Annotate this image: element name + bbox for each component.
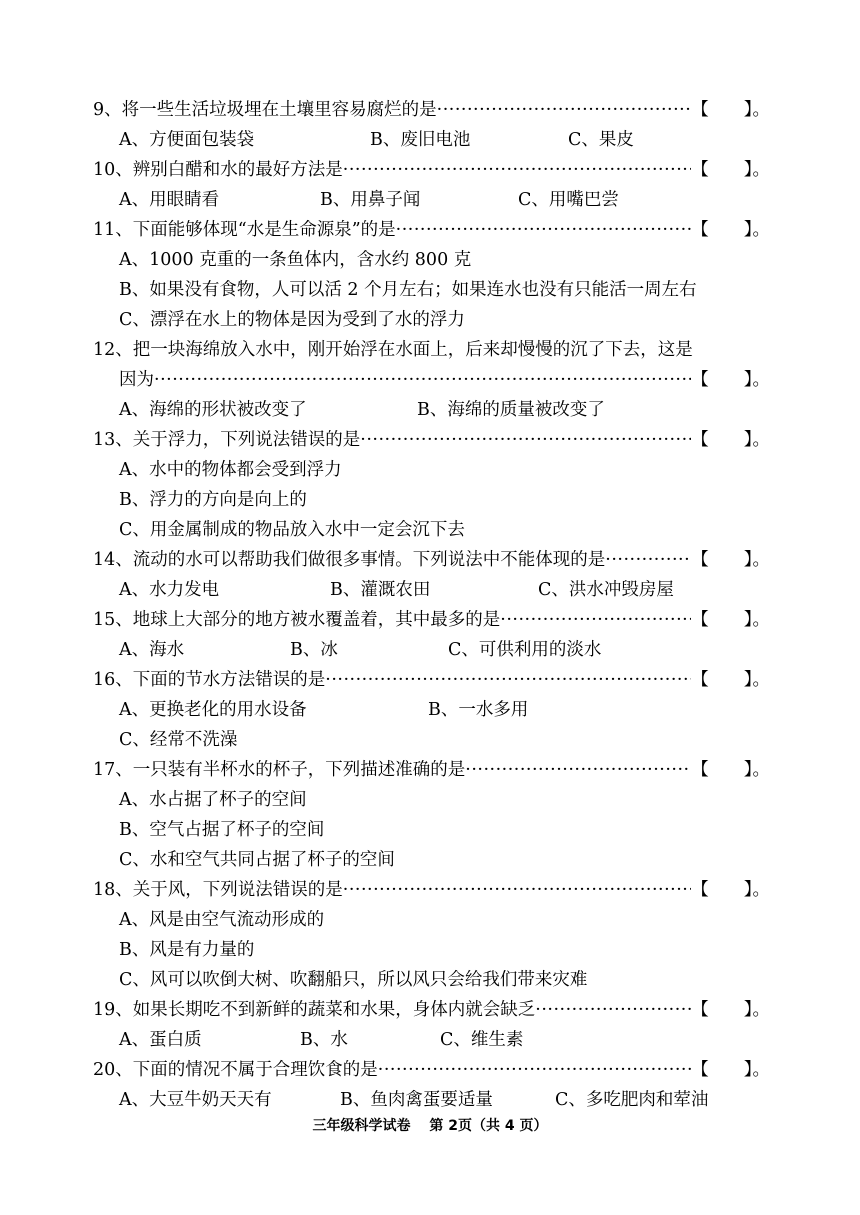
option-a: A、用眼睛看 (119, 190, 220, 210)
question-16 (93, 665, 770, 695)
page-footer: 三年级科学试卷 第 2页（共 4 页） (312, 1118, 548, 1134)
option-c: C、多吃肥肉和荤油 (555, 1090, 709, 1110)
option-b: B、海绵的质量被改变了 (417, 400, 605, 420)
answer-bracket[interactable]: 【 】。 (691, 760, 770, 780)
option-a: A、更换老化的用水设备 (119, 700, 307, 720)
option-b: B、风是有力量的 (119, 940, 255, 960)
option-c: C、用金属制成的物品放入水中一定会沉下去 (119, 520, 465, 540)
leader-dots (535, 995, 691, 1025)
option-b: B、一水多用 (428, 700, 529, 720)
answer-bracket[interactable]: 【 】。 (691, 1060, 770, 1080)
answer-bracket[interactable]: 【 】。 (691, 1000, 770, 1020)
answer-bracket[interactable]: 【 】。 (691, 430, 770, 450)
answer-bracket[interactable]: 【 】。 (691, 220, 770, 240)
answer-bracket[interactable]: 【 】。 (691, 550, 770, 570)
answer-bracket[interactable]: 【 】。 (691, 160, 770, 180)
option-c: C、水和空气共同占据了杯子的空间 (119, 850, 395, 870)
question-10 (93, 155, 770, 185)
option-b: B、用鼻子闻 (320, 190, 421, 210)
question-stem: 17、一只装有半杯水的杯子，下列描述准确的是 (93, 760, 466, 780)
leader-dots (325, 665, 691, 695)
question-19 (93, 995, 770, 1025)
option-a: A、海绵的形状被改变了 (119, 400, 307, 420)
option-a: A、水力发电 (119, 580, 220, 600)
question-stem: 14、流动的水可以帮助我们做很多事情。下列说法中不能体现的是 (93, 550, 606, 570)
leader-dots (605, 545, 691, 575)
question-stem-continuation: 因为 (119, 370, 154, 390)
option-c: C、果皮 (568, 130, 634, 150)
option-a: A、海水 (119, 640, 185, 660)
option-b: B、如果没有食物，人可以活 2 个月左右；如果连水也没有只能活一周左右 (119, 280, 697, 300)
option-b: B、浮力的方向是向上的 (119, 490, 307, 510)
question-15 (93, 605, 770, 635)
question-stem: 16、下面的节水方法错误的是 (93, 670, 326, 690)
question-stem: 13、关于浮力，下列说法错误的是 (93, 430, 361, 450)
leader-dots (343, 875, 691, 905)
leader-dots (343, 155, 691, 185)
option-a: A、大豆牛奶天天有 (119, 1090, 272, 1110)
leader-dots (396, 215, 692, 245)
option-b: B、冰 (290, 640, 338, 660)
question-12-continuation (119, 365, 770, 395)
answer-bracket[interactable]: 【 】。 (691, 610, 770, 630)
question-20 (93, 1055, 770, 1085)
question-stem: 19、如果长期吃不到新鲜的蔬菜和水果，身体内就会缺乏 (93, 1000, 536, 1020)
question-17 (93, 755, 770, 785)
question-18 (93, 875, 770, 905)
option-c: C、可供利用的淡水 (448, 640, 602, 660)
option-c: C、维生素 (440, 1030, 524, 1050)
option-c: C、经常不洗澡 (119, 730, 238, 750)
option-b: B、鱼肉禽蛋要适量 (340, 1090, 493, 1110)
option-a: A、1000 克重的一条鱼体内，含水约 800 克 (119, 250, 472, 270)
question-12-stem: 12、把一块海绵放入水中，刚开始浮在水面上，后来却慢慢的沉了下去，这是 (93, 340, 693, 360)
option-b: B、废旧电池 (370, 130, 471, 150)
answer-bracket[interactable]: 【 】。 (691, 370, 770, 390)
question-11 (93, 215, 770, 245)
leader-dots (360, 425, 691, 455)
option-a: A、方便面包装袋 (119, 130, 255, 150)
option-c: C、风可以吹倒大树、吹翻船只，所以风只会给我们带来灾难 (119, 970, 588, 990)
option-b: B、灌溉农田 (330, 580, 431, 600)
question-stem: 20、下面的情况不属于合理饮食的是 (93, 1060, 378, 1080)
option-b: B、水 (300, 1030, 348, 1050)
leader-dots (154, 365, 691, 395)
leader-dots (378, 1055, 691, 1085)
answer-bracket[interactable]: 【 】。 (691, 100, 770, 120)
option-c: C、用嘴巴尝 (518, 190, 619, 210)
question-stem: 10、辨别白醋和水的最好方法是 (93, 160, 343, 180)
question-13 (93, 425, 770, 455)
question-stem: 9、将一些生活垃圾埋在土壤里容易腐烂的是 (93, 100, 437, 120)
question-stem: 15、地球上大部分的地方被水覆盖着，其中最多的是 (93, 610, 501, 630)
option-a: A、蛋白质 (119, 1030, 202, 1050)
leader-dots (437, 95, 692, 125)
option-a: A、水中的物体都会受到浮力 (119, 460, 342, 480)
option-c: C、漂浮在水上的物体是因为受到了水的浮力 (119, 310, 465, 330)
question-14 (93, 545, 770, 575)
leader-dots (500, 605, 691, 635)
question-stem: 11、下面能够体现“水是生命源泉”的是 (93, 220, 396, 240)
question-9 (93, 95, 770, 125)
leader-dots (465, 755, 691, 785)
answer-bracket[interactable]: 【 】。 (691, 880, 770, 900)
question-stem: 18、关于风，下列说法错误的是 (93, 880, 343, 900)
option-b: B、空气占据了杯子的空间 (119, 820, 325, 840)
option-a: A、风是由空气流动形成的 (119, 910, 325, 930)
option-c: C、洪水冲毁房屋 (538, 580, 674, 600)
option-a: A、水占据了杯子的空间 (119, 790, 307, 810)
answer-bracket[interactable]: 【 】。 (691, 670, 770, 690)
